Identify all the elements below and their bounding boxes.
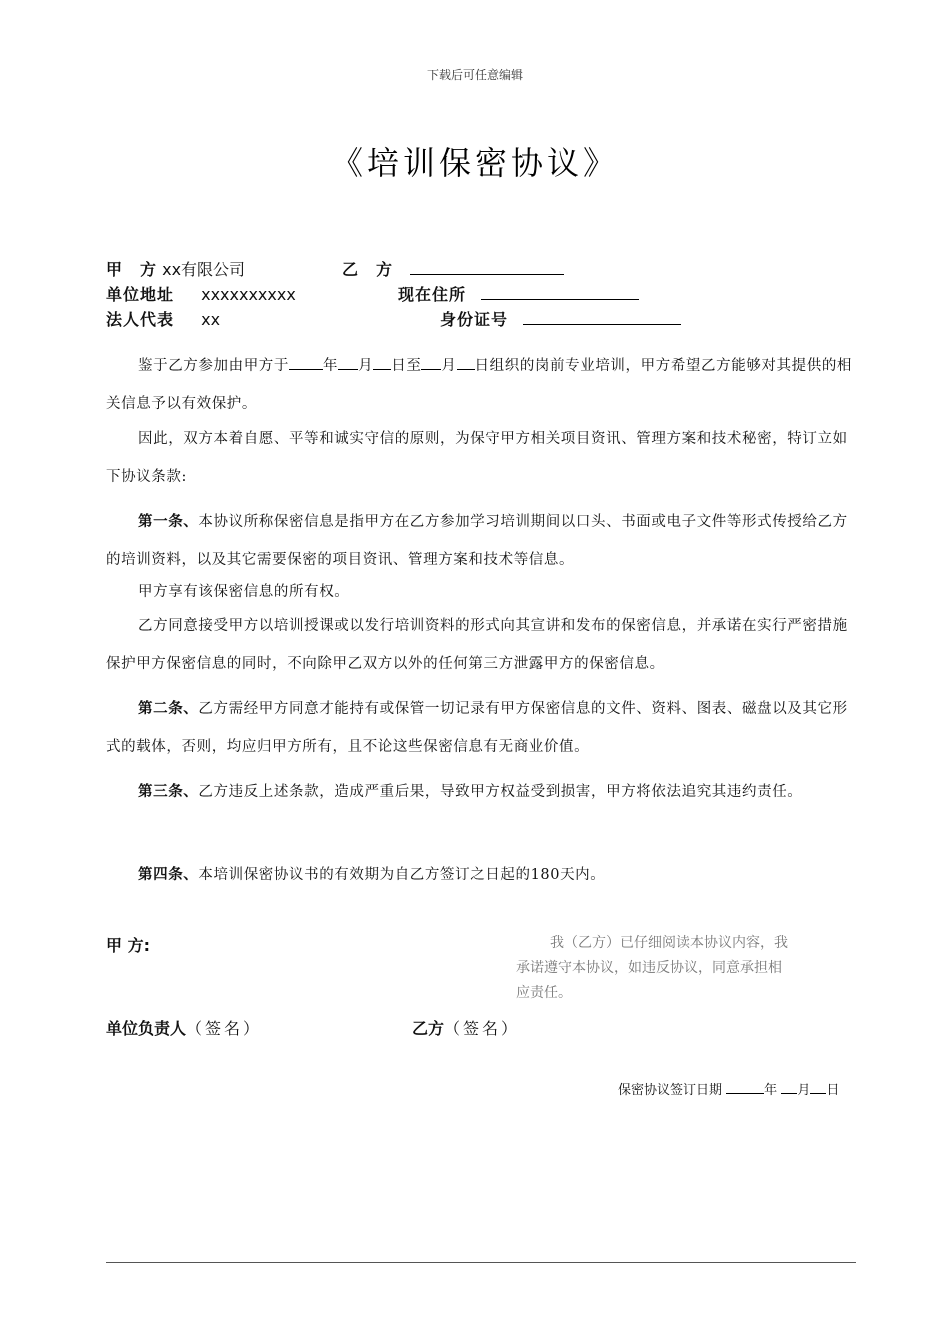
party-b-signature xyxy=(412,1016,520,1039)
address-label: 单位地址 xyxy=(106,285,175,304)
footer-divider xyxy=(106,1262,856,1263)
intro-paragraph-2: 因此，双方本着自愿、平等和诚实守信的原则，为保守甲方相关项目资讯、管理方案和技术秘密，特订立如下协议条款: xyxy=(106,431,848,485)
article-2 xyxy=(106,690,856,766)
id-number-label: 身份证号 xyxy=(440,310,509,329)
residence-row xyxy=(398,282,639,305)
id-number-blank xyxy=(523,308,681,325)
party-b-label: 乙 方 xyxy=(342,260,394,279)
residence-blank xyxy=(481,283,639,300)
address-value: xxxxxxxxxx xyxy=(201,285,296,304)
article-3 xyxy=(106,773,856,811)
party-a-value: xx有限公司 xyxy=(162,260,246,279)
signing-date xyxy=(618,1079,839,1098)
intro-paragraph-1: 鉴于乙方参加由甲方于 年 月 日至 月 日组织的岗前专业培训，甲方希望乙方能够对其提供的相关信息予以有效保护。 xyxy=(106,347,856,423)
residence-label: 现在住所 xyxy=(398,285,467,304)
article-1-paragraph-3: 乙方同意接受甲方以培训授课或以发行培训资料的形式向其宣讲和发布的保密信息，并承诺在实行严密措施保护甲方保密信息的同时，不向除甲乙双方以外的任何第三方泄露甲方的保密信息。 xyxy=(106,618,848,672)
year-blank xyxy=(726,1081,764,1094)
date-year: 年 xyxy=(764,1083,778,1098)
unit-head-label: 单位负责人 xyxy=(106,1019,187,1038)
legal-rep-label: 法人代表 xyxy=(106,310,175,329)
party-b-sign-hint: （签名） xyxy=(444,1019,521,1038)
article-2-label: 第二条、 xyxy=(138,700,199,717)
date-month: 月 xyxy=(797,1083,811,1098)
signature-party-a-label: 甲 方: xyxy=(106,936,150,955)
legal-rep-row xyxy=(106,307,220,330)
party-a-row xyxy=(106,257,245,280)
party-b-row xyxy=(342,257,564,280)
article-3-text: 乙方违反上述条款，造成严重后果，导致甲方权益受到损害，甲方将依法追究其违约责任。 xyxy=(198,784,803,800)
party-a-label: 甲 方 xyxy=(106,260,158,279)
party-b-acknowledgement xyxy=(516,931,828,1006)
acknowledgement-line-3: 应责任。 xyxy=(516,985,572,1001)
article-3-label: 第三条、 xyxy=(138,783,199,800)
legal-rep-value: xx xyxy=(201,310,221,329)
signing-date-label: 保密协议签订日期 xyxy=(618,1083,723,1098)
article-1-paragraph-2: 甲方享有该保密信息的所有权。 xyxy=(138,584,350,600)
article-2-text: 乙方需经甲方同意才能持有或保管一切记录有甲方保密信息的文件、资料、图表、磁盘以及其它形式的载体，否则，均应归甲方所有，且不论这些保密信息有无商业价值。 xyxy=(106,701,848,755)
address-row xyxy=(106,282,296,305)
article-1-text: 本协议所称保密信息是指甲方在乙方参加学习培训期间以口头、书面或电子文件等形式传授给乙方的培训资料，以及其它需要保密的项目资讯、管理方案和技术等信息。 xyxy=(106,514,848,568)
unit-head-signature xyxy=(106,1016,262,1039)
article-4-text: 本培训保密协议书的有效期为自乙方签订之日起的180天内。 xyxy=(198,867,606,883)
party-b-sign-label: 乙方 xyxy=(412,1019,445,1038)
day-blank xyxy=(810,1081,826,1094)
date-day: 日 xyxy=(826,1083,840,1098)
unit-head-sign-hint: （签名） xyxy=(186,1019,263,1038)
page-header-note: 下载后可任意编辑 xyxy=(426,68,523,82)
article-4-label: 第四条、 xyxy=(138,866,199,883)
acknowledgement-line-1: 我（乙方）已仔细阅读本协议内容，我 xyxy=(550,935,788,951)
party-b-blank xyxy=(410,258,564,275)
article-1 xyxy=(106,503,856,579)
id-number-row xyxy=(440,307,681,330)
document-title: 《培训保密协议》 xyxy=(330,144,619,182)
article-4 xyxy=(106,856,856,894)
article-1-label: 第一条、 xyxy=(138,513,199,530)
acknowledgement-line-2: 承诺遵守本协议，如违反协议，同意承担相 xyxy=(516,960,782,976)
month-blank xyxy=(781,1081,797,1094)
